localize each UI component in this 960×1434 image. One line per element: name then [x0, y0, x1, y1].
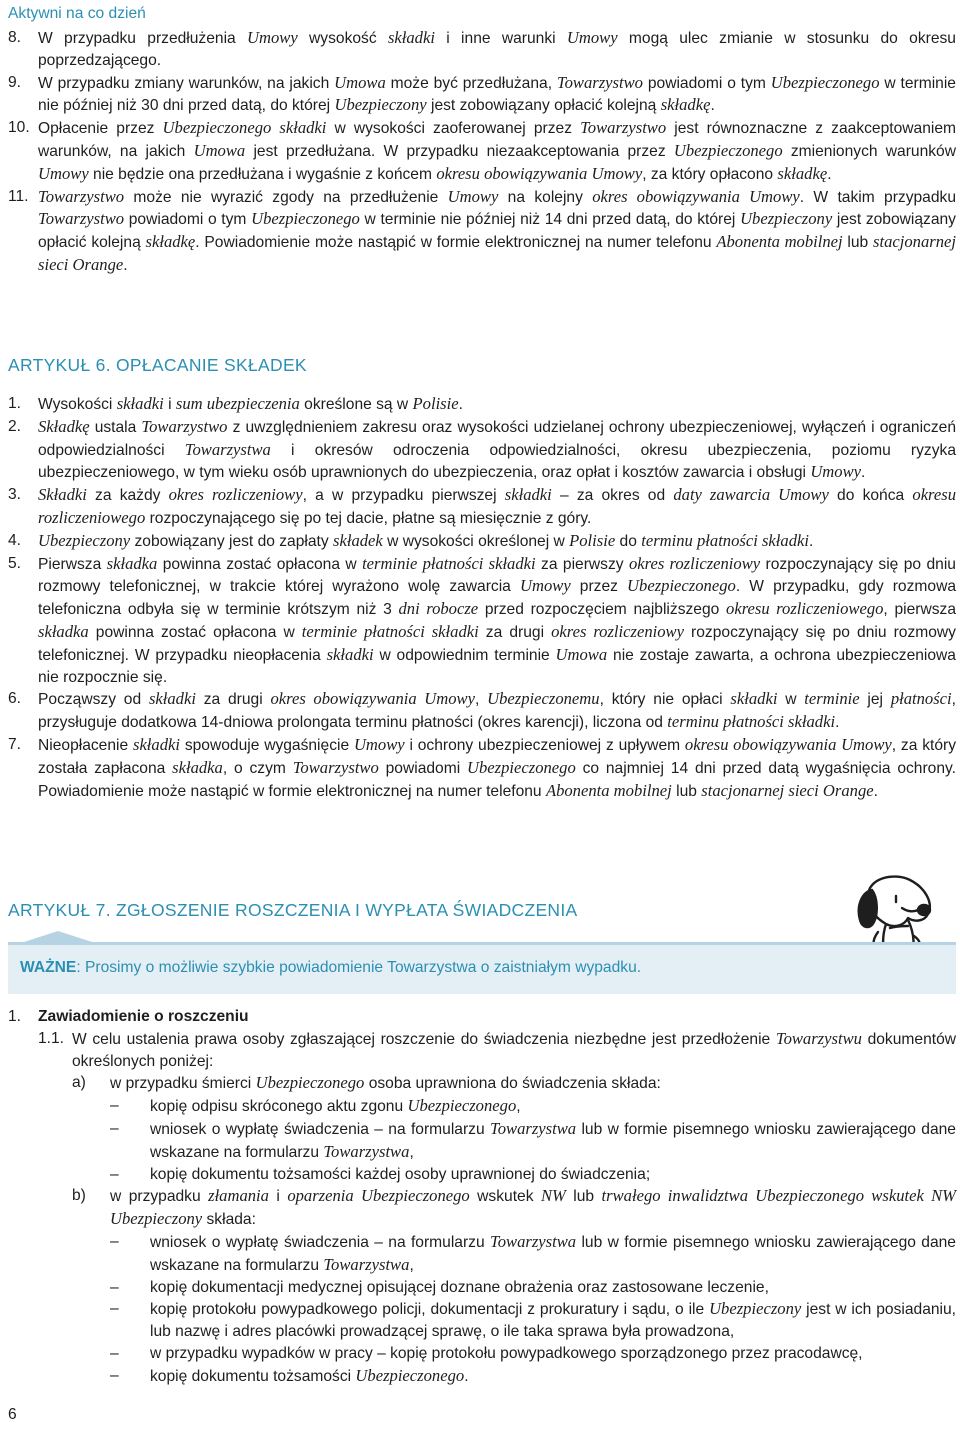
art6-point-4	[8, 530, 956, 553]
text: W celu ustalenia prawa osoby zgłaszającej roszczenie do świadczenia niezbędne jest przedłożenie	[72, 1030, 776, 1048]
dash: –	[110, 1097, 119, 1115]
text: ,	[474, 691, 488, 709]
clause-8	[8, 27, 956, 72]
term: składki	[326, 644, 374, 664]
term: okresu rozliczeniowego	[38, 485, 957, 527]
clause-number: 9.	[8, 73, 22, 91]
text: dokumentów określonych poniżej:	[72, 1030, 957, 1070]
text: lub	[565, 1188, 602, 1206]
term: Ubezpieczonego	[770, 72, 880, 92]
text: z uwzględnieniem zakresu oraz wysokości udzielanej ochrony ubezpieczeniowej, wyłączeń i ograniczeń odpowiedzialności	[38, 418, 956, 459]
text: , który nie opłaci	[599, 691, 731, 709]
term: składek	[333, 530, 383, 550]
text: .	[835, 714, 840, 732]
text: – za okres od	[551, 487, 674, 505]
article-7-heading: ARTYKUŁ 7. ZGŁOSZENIE ROSZCZENIA I WYPŁATA ŚWIADCZENIA	[8, 900, 578, 920]
term: terminie płatności składki	[301, 621, 479, 641]
text: w terminie nie później niż 30 dni przed datą, do której	[38, 74, 956, 115]
term: oparzenia Ubezpieczonego	[287, 1186, 470, 1206]
term: okresu obowiązywania Umowy	[436, 163, 643, 183]
term: składka	[172, 757, 223, 777]
running-header: Aktywni na co dzień	[8, 5, 146, 22]
term: Umowa	[334, 72, 386, 92]
text: wskutek	[469, 1188, 541, 1206]
page-number: 6	[8, 1406, 17, 1423]
text: jest równoznaczne z zaakceptowaniem warunków, na jakich	[38, 120, 956, 160]
term: stacjonarnej sieci Orange	[701, 780, 874, 800]
term: składki	[116, 394, 164, 413]
text: przez	[570, 578, 628, 596]
term: Ubezpieczonego	[255, 1073, 365, 1093]
term: dni robocze	[398, 599, 479, 619]
term: Umowy	[447, 186, 499, 206]
text: wniosek o wypłatę świadczenia – na formularzu	[150, 1120, 490, 1138]
article-6-list	[8, 393, 956, 802]
text: w przypadku	[110, 1188, 209, 1206]
term: Ubezpieczony	[38, 530, 131, 550]
text: do	[615, 532, 642, 550]
term: daty zawarcia Umowy	[673, 485, 829, 505]
term: trwałego inwalidztwa Ubezpieczonego wskutek NW Ubezpieczony	[110, 1186, 956, 1229]
text: wysokość	[297, 30, 388, 47]
term: składki	[148, 689, 196, 709]
text: określone są w	[299, 396, 413, 413]
case-a-item	[110, 1095, 956, 1118]
clause-10	[8, 117, 956, 185]
term: Towarzystwa	[323, 1254, 410, 1274]
text: przed rozpoczęciem najbliższego	[478, 601, 727, 619]
text: spowoduje wygaśnięcie	[180, 736, 354, 754]
dash: –	[110, 1232, 119, 1250]
text: za drugi	[478, 623, 552, 641]
term: składki	[504, 485, 552, 505]
term: składki	[279, 118, 327, 138]
term: składki	[387, 28, 435, 47]
text: jest zobowiązany opłacić kolejną	[38, 211, 956, 252]
term: Umowa	[193, 140, 246, 160]
text: do końca	[828, 487, 913, 505]
term: Towarzystwa	[323, 1141, 410, 1161]
term: Ubezpieczonego	[355, 1365, 465, 1385]
article-6-heading: ARTYKUŁ 6. OPŁACANIE SKŁADEK	[8, 355, 307, 375]
term: Ubezpieczony	[334, 95, 427, 115]
term: Towarzystwo	[580, 118, 667, 138]
case-a-item	[110, 1118, 956, 1164]
text: , o czym	[222, 759, 293, 777]
dash: –	[110, 1366, 119, 1384]
text: w	[777, 691, 805, 709]
point-number: 6.	[8, 690, 22, 708]
text: Nieopłacenie	[38, 736, 133, 754]
text: lub w formie pisemnego wniosku zawierającego dane wskazane na formularzu	[150, 1120, 956, 1161]
text: za drugi	[195, 691, 271, 709]
text: , za który została zapłacona	[38, 736, 956, 777]
text: może nie wyrazić zgody na przedłużenie	[124, 188, 448, 206]
text: . W takim przypadku	[799, 188, 956, 206]
text: rozpoczynający się po dniu rozmowy telefonicznej, w trakcie której wyrażono wolę zawarcia	[38, 555, 956, 596]
term: terminie	[804, 689, 860, 709]
term: Umowy	[810, 462, 862, 482]
term: okres rozliczeniowy	[168, 485, 303, 505]
text: w przypadku wypadków w pracy – kopię protokołu powypadkowego sporządzonego przez pracodawcę,	[150, 1344, 863, 1362]
term: Towarzystwu	[775, 1028, 862, 1048]
text: zobowiązany jest do zapłaty	[130, 532, 334, 550]
text: Pierwsza	[38, 555, 107, 573]
term: Ubezpieczonego	[673, 140, 783, 160]
text: nie zostaje zawarta, a ochrona ubezpieczeniowa nie rozpocznie się.	[38, 646, 956, 686]
term: Ubezpieczonego	[627, 576, 736, 596]
text: powinna zostać opłacona w	[157, 555, 363, 573]
text: .	[464, 1367, 469, 1385]
text: powinna zostać opłacona w	[88, 623, 302, 641]
text: jest przedłużana. W przypadku niezaakceptowania przez	[245, 142, 674, 160]
term: Towarzystwo	[556, 72, 643, 92]
term: sum ubezpieczenia	[175, 394, 300, 413]
point-number: 1.	[8, 1008, 22, 1025]
term: składka	[38, 621, 89, 641]
term: Polisie	[569, 530, 616, 550]
text: w wysokości określonej w	[382, 532, 570, 550]
text: w terminie nie później niż 14 dni przed datą, do której	[359, 211, 741, 229]
term: Ubezpieczonego	[162, 118, 272, 138]
art6-point-1	[8, 393, 956, 416]
text: . Powiadomienie może nastąpić w formie elektronicznej na numer telefonu	[195, 234, 717, 252]
point-number: 1.	[8, 395, 22, 412]
band-rule	[8, 942, 956, 945]
text: W przypadku zmiany warunków, na jakich	[38, 74, 335, 92]
term: okres rozliczeniowy	[628, 553, 761, 573]
case-b-item	[110, 1343, 956, 1365]
text: osoba uprawniona do świadczenia składa:	[364, 1075, 661, 1093]
term: Umowy	[519, 576, 571, 596]
term: Umowy	[353, 734, 405, 754]
term: Umowa	[555, 644, 608, 664]
text: i	[268, 1188, 288, 1206]
text: kopię dokumentu tożsamości każdej osoby uprawnionej do świadczenia;	[150, 1165, 651, 1183]
case-a	[72, 1072, 956, 1095]
text: Wysokości	[38, 396, 117, 413]
point-number: 3.	[8, 486, 22, 504]
clause-number: 11.	[8, 187, 29, 205]
claims-point-1-1	[38, 1028, 956, 1073]
text: wniosek o wypłatę świadczenia – na formularzu	[150, 1233, 490, 1251]
text: W przypadku przedłużenia	[38, 30, 248, 47]
term: Ubezpieczonego	[251, 209, 360, 229]
term: terminie płatności składki	[362, 553, 536, 573]
text: nie będzie ona przedłużana i wygaśnie z końcem	[88, 165, 437, 183]
important-notice-text	[20, 959, 641, 977]
text: powiadomi o tym	[642, 74, 771, 92]
dash: –	[110, 1278, 119, 1296]
claims-section	[8, 1006, 956, 1388]
term: Towarzystwo	[292, 757, 379, 777]
term: złamania	[208, 1186, 269, 1206]
text: powiadomi o tym	[124, 211, 252, 229]
text: i inne warunki	[434, 30, 567, 47]
art6-point-7	[8, 734, 956, 802]
text: kopię odpisu skróconego aktu zgonu	[150, 1098, 408, 1116]
dash: –	[110, 1165, 119, 1183]
text: i okresów odroczenia odpowiedzialności, okresu ubezpieczenia, poziomu ryzyka ubezpieczeniowego, w tym wieku osób uprawnionych do ubezpieczenia, oraz opłat i kosztów zawarcia i obsługi	[38, 441, 956, 482]
term: Umowy	[247, 28, 298, 47]
case-a-item	[110, 1164, 956, 1186]
term: Towarzystwa	[184, 439, 271, 459]
term: składkę	[660, 95, 711, 115]
band-pointer	[24, 931, 92, 942]
term: Ubezpieczony	[740, 209, 833, 229]
text: kopię dokumentacji medycznej opisującej doznane obrażenia oraz zastosowane leczenie,	[150, 1278, 769, 1296]
text: za każdy	[86, 487, 169, 505]
text: w odpowiednim terminie	[373, 646, 556, 664]
text: zmienionych warunków	[782, 142, 956, 160]
clause-number: 10.	[8, 119, 30, 137]
term: składkę	[145, 232, 196, 252]
term: Abonenta mobilnej	[545, 780, 672, 800]
text: .	[861, 464, 866, 482]
case-label: b)	[72, 1187, 86, 1205]
case-a-items	[110, 1095, 956, 1185]
term: stacjonarnej sieci Orange	[38, 232, 956, 274]
term: Towarzystwo	[38, 209, 125, 229]
text: ,	[516, 1098, 521, 1116]
art6-point-2	[8, 416, 956, 484]
text: , a w przypadku pierwszej	[302, 487, 505, 505]
term: Ubezpieczonego	[467, 757, 576, 777]
term: składki	[730, 689, 778, 709]
term: Towarzystwo	[38, 186, 125, 206]
text: lub w formie pisemnego wniosku zawierającego dane wskazane na formularzu	[150, 1233, 956, 1274]
art6-point-6	[8, 688, 956, 734]
point-number: 2.	[8, 417, 22, 435]
text: . W przypadku, gdy rozmowa telefoniczna odbyła się w terminie krótszym niż 3	[38, 578, 956, 619]
text: kopię dokumentu tożsamości	[150, 1367, 356, 1385]
text: i ochrony ubezpieczeniowej z upływem	[404, 736, 685, 754]
term: Towarzystwa	[490, 1118, 577, 1138]
term: składkę	[777, 163, 828, 183]
case-b-items	[110, 1231, 956, 1388]
term: Ubezpieczony	[709, 1299, 802, 1319]
text: co najmniej 14 dni przed datą wygaśnięcia ochrony. Powiadomienie może nastąpić w formie elektronicznej na numer telefonu	[38, 759, 956, 800]
dash: –	[110, 1344, 119, 1362]
text: .	[873, 782, 878, 800]
text: lub	[671, 782, 702, 800]
text: rozpoczynającego się po tej dacie, płatne są miesięcznie z góry.	[145, 509, 592, 527]
clause-11	[8, 186, 956, 277]
point-number: 4.	[8, 531, 22, 549]
text: .	[458, 396, 463, 413]
clause-9	[8, 72, 956, 118]
text: na kolejny	[498, 188, 593, 206]
point-number: 7.	[8, 735, 22, 753]
subsection-title: Zawiadomienie o roszczeniu	[38, 1008, 249, 1025]
term: Ubezpieczonemu	[487, 689, 600, 709]
text: Opłacenie przez	[38, 120, 163, 138]
term: składki	[132, 734, 180, 754]
text: i	[163, 396, 176, 413]
case-b-item	[110, 1277, 956, 1299]
term: NW	[540, 1186, 566, 1206]
point-number: 1.1.	[38, 1029, 65, 1047]
text: składa:	[202, 1211, 256, 1229]
art6-point-3	[8, 484, 956, 530]
text: kopię protokołu powypadkowego policji, dokumentacji z prokuratury i sądu, o ile	[150, 1301, 710, 1319]
claims-point-1	[8, 1006, 956, 1028]
case-b-item	[110, 1298, 956, 1343]
case-b-item	[110, 1231, 956, 1277]
text: w wysokości zaoferowanej przez	[326, 120, 581, 138]
case-b	[72, 1185, 956, 1231]
text: .	[710, 97, 715, 115]
text: .	[123, 256, 128, 274]
art6-point-5	[8, 553, 956, 689]
text: lub	[842, 234, 874, 252]
text: jest w ich posiadaniu, lub nazwę i adres placówki prowadzącej sprawę, o ile taka sprawa była prowadzona,	[150, 1301, 957, 1341]
case-b-item	[110, 1365, 956, 1388]
text: , przysługuje dodatkowa 14-dniowa prolongata terminu płatności (okres karencji), liczona od	[38, 691, 956, 732]
important-notice-band	[8, 942, 956, 994]
term: Abonenta mobilnej	[716, 232, 843, 252]
text: ,	[409, 1143, 414, 1161]
clause-number: 8.	[8, 29, 22, 46]
text: powiadomi	[378, 759, 467, 777]
term: terminu płatności składki	[641, 530, 809, 550]
point-number: 5.	[8, 554, 22, 572]
term: Składki	[38, 485, 87, 505]
dash: –	[110, 1119, 119, 1137]
text: może być przedłużana,	[385, 74, 557, 92]
text: rozpoczynający się po dniu rozmowy telefonicznej. W przypadku nieopłacenia	[38, 623, 956, 664]
term: Towarzystwo	[141, 416, 228, 436]
term: terminu płatności składki	[667, 712, 836, 732]
text: .	[808, 532, 814, 550]
text: .	[827, 165, 832, 183]
text: ustala	[89, 418, 142, 436]
text: w przypadku śmierci	[110, 1075, 256, 1093]
text: , za który opłacono	[642, 165, 778, 183]
term: okresu obowiązywania Umowy	[684, 734, 892, 754]
dash: –	[110, 1300, 119, 1318]
term: Towarzystwa	[490, 1231, 577, 1251]
renewal-clauses-list	[8, 27, 956, 277]
text: jej	[859, 691, 891, 709]
text: za pierwszy	[535, 555, 629, 573]
term: okresu rozliczeniowego	[726, 599, 884, 619]
term: Polisie	[412, 394, 459, 413]
text: jest zobowiązany opłacić kolejną	[426, 97, 661, 115]
term: Umowy	[38, 163, 89, 183]
text: , pierwsza	[883, 601, 956, 619]
important-message: : Prosimy o możliwie szybkie powiadomienie Towarzystwa o zaistniałym wypadku.	[76, 959, 642, 976]
term: okres obowiązywania Umowy	[270, 689, 475, 709]
case-label: a)	[72, 1074, 86, 1092]
term: Ubezpieczonego	[407, 1096, 517, 1116]
text: Począwszy od	[38, 691, 149, 709]
term: okres rozliczeniowy	[551, 621, 684, 641]
term: składka	[106, 553, 158, 573]
term: Składkę	[38, 416, 90, 436]
term: płatności	[890, 689, 952, 709]
term: okres obowiązywania Umowy	[592, 186, 800, 206]
term: Umowy	[566, 28, 618, 47]
important-label: WAŻNE	[20, 959, 77, 976]
documents-list	[72, 1072, 956, 1387]
text: mogą ulec zmianie w stosunku do okresu poprzedzającego.	[38, 30, 956, 69]
text: ,	[409, 1256, 414, 1274]
